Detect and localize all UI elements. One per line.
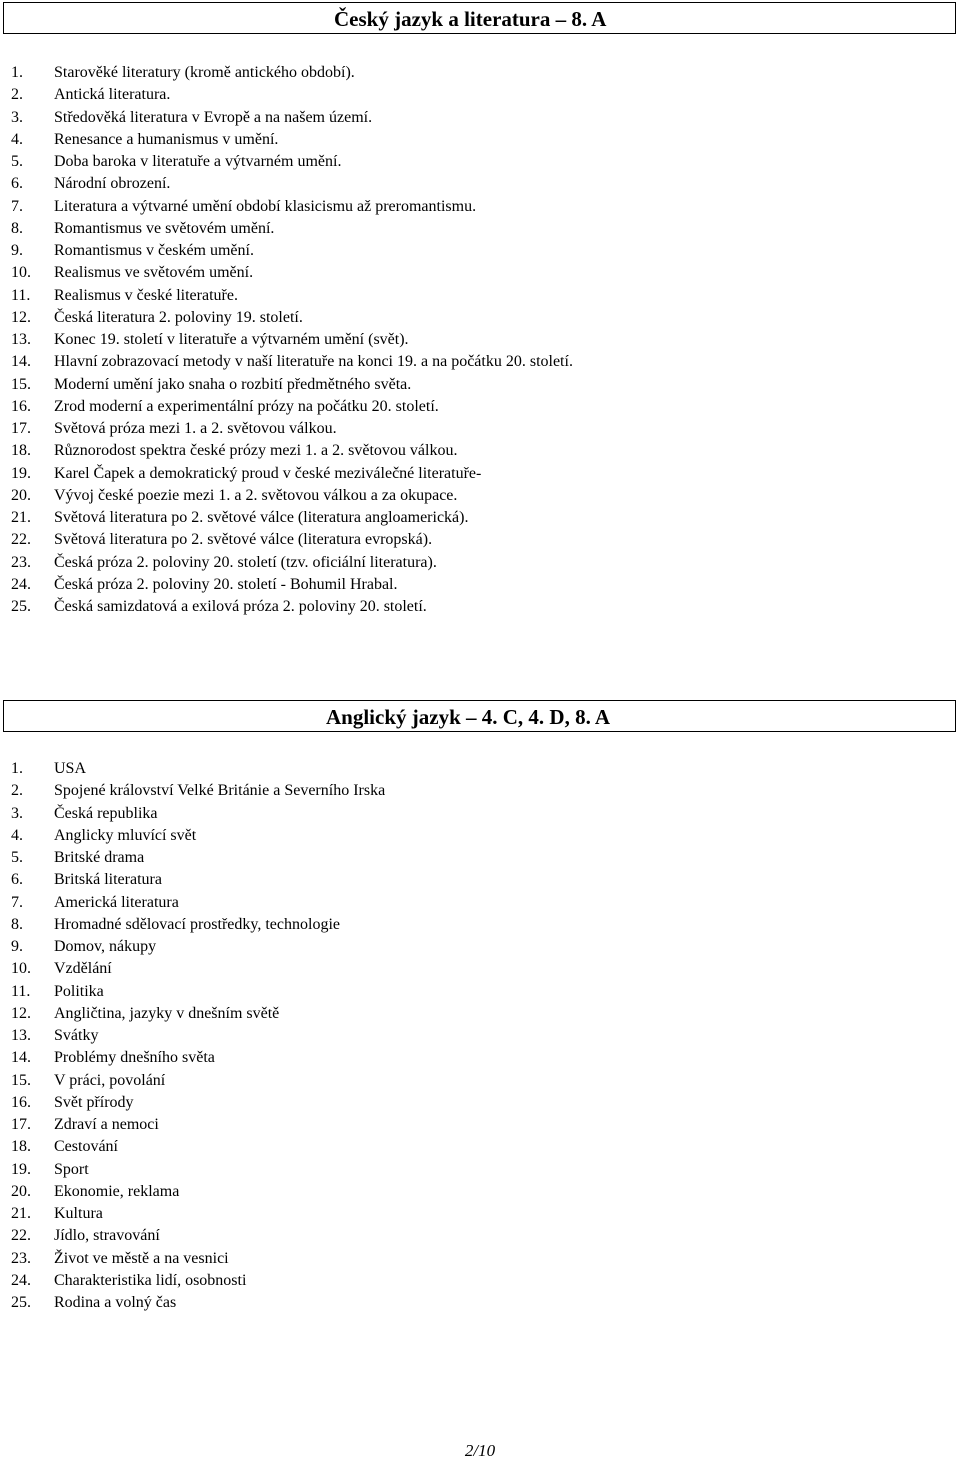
list-item-number: 7. [11, 893, 23, 911]
list-item-number: 16. [11, 397, 31, 415]
list-item-number: 19. [11, 464, 31, 482]
list-item-number: 21. [11, 1205, 31, 1222]
list-item-number: 5. [11, 153, 23, 170]
list-item-text: Literatura a výtvarné umění období klasicismu až preromantismu. [54, 197, 477, 215]
page-number [0, 1441, 960, 1461]
list-item-text: Karel Čapek a demokratický proud v české meziválečné literatuře- [54, 464, 482, 482]
list-item-number: 24. [11, 575, 31, 593]
list-item-number: 3. [11, 108, 23, 126]
list-item-text: Realismus ve světovém umění. [54, 264, 254, 282]
list-item-number: 4. [11, 130, 23, 148]
list-item-number: 7. [11, 197, 23, 215]
section-header-czech [3, 2, 956, 34]
list-item-text: Zrod moderní a experimentální prózy na počátku 20. století. [54, 397, 439, 415]
list-item-number: 20. [11, 486, 31, 504]
list-item-number: 14. [11, 353, 31, 371]
list-item-number: 13. [11, 1027, 31, 1044]
list-item-number: 4. [11, 826, 23, 844]
list-item-number: 16. [11, 1093, 31, 1111]
list-item-number: 12. [11, 1004, 31, 1022]
list-item-number: 23. [11, 553, 31, 571]
list-item-text: Zdraví a nemoci [54, 1116, 159, 1133]
list-item-text: Kultura [54, 1205, 103, 1222]
list-item-number: 18. [11, 1138, 31, 1156]
list-item-number: 23. [11, 1249, 31, 1267]
list-item-number: 21. [11, 509, 31, 526]
list-item-text: Světová próza mezi 1. a 2. světovou válkou. [54, 420, 337, 437]
list-item-text: Renesance a humanismus v umění. [54, 130, 279, 148]
list-item-text: Sport [54, 1160, 89, 1178]
list-item-text: Romantismus v českém umění. [54, 242, 254, 259]
list-item-text: Romantismus ve světovém umění. [54, 219, 275, 237]
list-item-number: 9. [11, 242, 23, 259]
page-number-text: 2/10 [464, 1441, 496, 1460]
list-item-text: Svět přírody [54, 1093, 134, 1111]
list-item-number: 17. [11, 1116, 31, 1133]
list-item-text: Různorodost spektra české prózy mezi 1. a 2. světovou válkou. [54, 442, 458, 460]
section-title-english: Anglický jazyk – 4. C, 4. D, 8. A [326, 705, 611, 729]
list-item-number: 11. [11, 982, 31, 1000]
list-item-number: 24. [11, 1271, 31, 1289]
list-item-number: 2. [11, 782, 23, 800]
list-item-text: Britská literatura [54, 871, 162, 889]
list-item-text: V práci, povolání [54, 1071, 166, 1089]
list-item-text: Národní obrození. [54, 175, 171, 193]
list-item-text: Svátky [54, 1027, 99, 1044]
list-item-text: Starověké literatury (kromě antického období). [54, 64, 355, 81]
list-item-text: Angličtina, jazyky v dnešním světě [54, 1004, 280, 1022]
list-item-number: 15. [11, 1071, 31, 1089]
list-item-text: Problémy dnešního světa [54, 1049, 215, 1067]
list-item-number: 25. [11, 598, 31, 615]
list-item-number: 22. [11, 531, 31, 549]
list-item-number: 6. [11, 871, 23, 889]
list-item-text: Ekonomie, reklama [54, 1182, 180, 1200]
list-item-text: Charakteristika lidí, osobnosti [54, 1271, 247, 1289]
list-item-text: Cestování [54, 1138, 118, 1156]
list-item-number: 1. [11, 64, 23, 81]
list-item-number: 18. [11, 442, 31, 460]
list-item-number: 11. [11, 286, 31, 304]
list-item-text: Česká literatura 2. poloviny 19. století. [54, 308, 303, 326]
list-item-text: Život ve městě a na vesnici [54, 1249, 229, 1267]
list-item-text: Politika [54, 982, 104, 1000]
list-item-text: Česká próza 2. poloviny 20. století - Bohumil Hrabal. [54, 575, 398, 593]
list-item-text: Světová literatura po 2. světové válce (literatura angloamerická). [54, 509, 469, 526]
list-item-number: 10. [11, 960, 31, 978]
list-item-text: USA [54, 760, 87, 777]
list-item-number: 3. [11, 804, 23, 822]
list-item-text: Rodina a volný čas [54, 1294, 177, 1311]
list-item-text: Realismus v české literatuře. [54, 286, 238, 304]
list-item-text: Anglicky mluvící svět [54, 826, 197, 844]
list-item-text: Hlavní zobrazovací metody v naší literatuře na konci 19. a na počátku 20. století. [54, 353, 573, 371]
section-header-english [3, 700, 956, 732]
list-item-text: Středověká literatura v Evropě a na našem území. [54, 108, 373, 126]
list-item-text: Česká samizdatová a exilová próza 2. poloviny 20. století. [54, 598, 427, 615]
list-item-number: 14. [11, 1049, 31, 1067]
list-item-number: 17. [11, 420, 31, 437]
list-item-text: Česká próza 2. poloviny 20. století (tzv. oficiální literatura). [54, 553, 437, 571]
list-item-number: 2. [11, 86, 23, 104]
list-item-number: 10. [11, 264, 31, 282]
list-item-number: 20. [11, 1182, 31, 1200]
list-item-text: Antická literatura. [54, 86, 171, 104]
list-item-number: 13. [11, 331, 31, 348]
list-item-text: Spojené království Velké Británie a Severního Irska [54, 782, 386, 800]
list-item-text: Moderní umění jako snaha o rozbití předmětného světa. [54, 375, 412, 393]
list-item-number: 19. [11, 1160, 31, 1178]
list-item-number: 8. [11, 219, 23, 237]
list-item-number: 12. [11, 308, 31, 326]
list-item-text: Doba baroka v literatuře a výtvarném umění. [54, 153, 342, 170]
list-item-number: 5. [11, 849, 23, 866]
list-item-number: 9. [11, 938, 23, 955]
list-item-number: 6. [11, 175, 23, 193]
list-item-number: 22. [11, 1227, 31, 1245]
list-item-text: Jídlo, stravování [54, 1227, 160, 1245]
list-item-number: 25. [11, 1294, 31, 1311]
list-item-number: 15. [11, 375, 31, 393]
section-title-czech: Český jazyk a literatura – 8. A [334, 7, 607, 31]
list-item-text: Domov, nákupy [54, 938, 157, 955]
list-item-number: 1. [11, 760, 23, 777]
list-item-text: Hromadné sdělovací prostředky, technologie [54, 915, 340, 933]
list-item-text: Konec 19. století v literatuře a výtvarném umění (svět). [54, 331, 409, 348]
list-item-text: Světová literatura po 2. světové válce (literatura evropská). [54, 531, 433, 549]
list-item-text: Britské drama [54, 849, 145, 866]
list-item-number: 8. [11, 915, 23, 933]
list-item-text: Americká literatura [54, 893, 179, 911]
list-item-text: Vývoj české poezie mezi 1. a 2. světovou válkou a za okupace. [54, 486, 458, 504]
list-item-text: Vzdělání [54, 960, 112, 978]
list-item-text: Česká republika [54, 804, 158, 822]
